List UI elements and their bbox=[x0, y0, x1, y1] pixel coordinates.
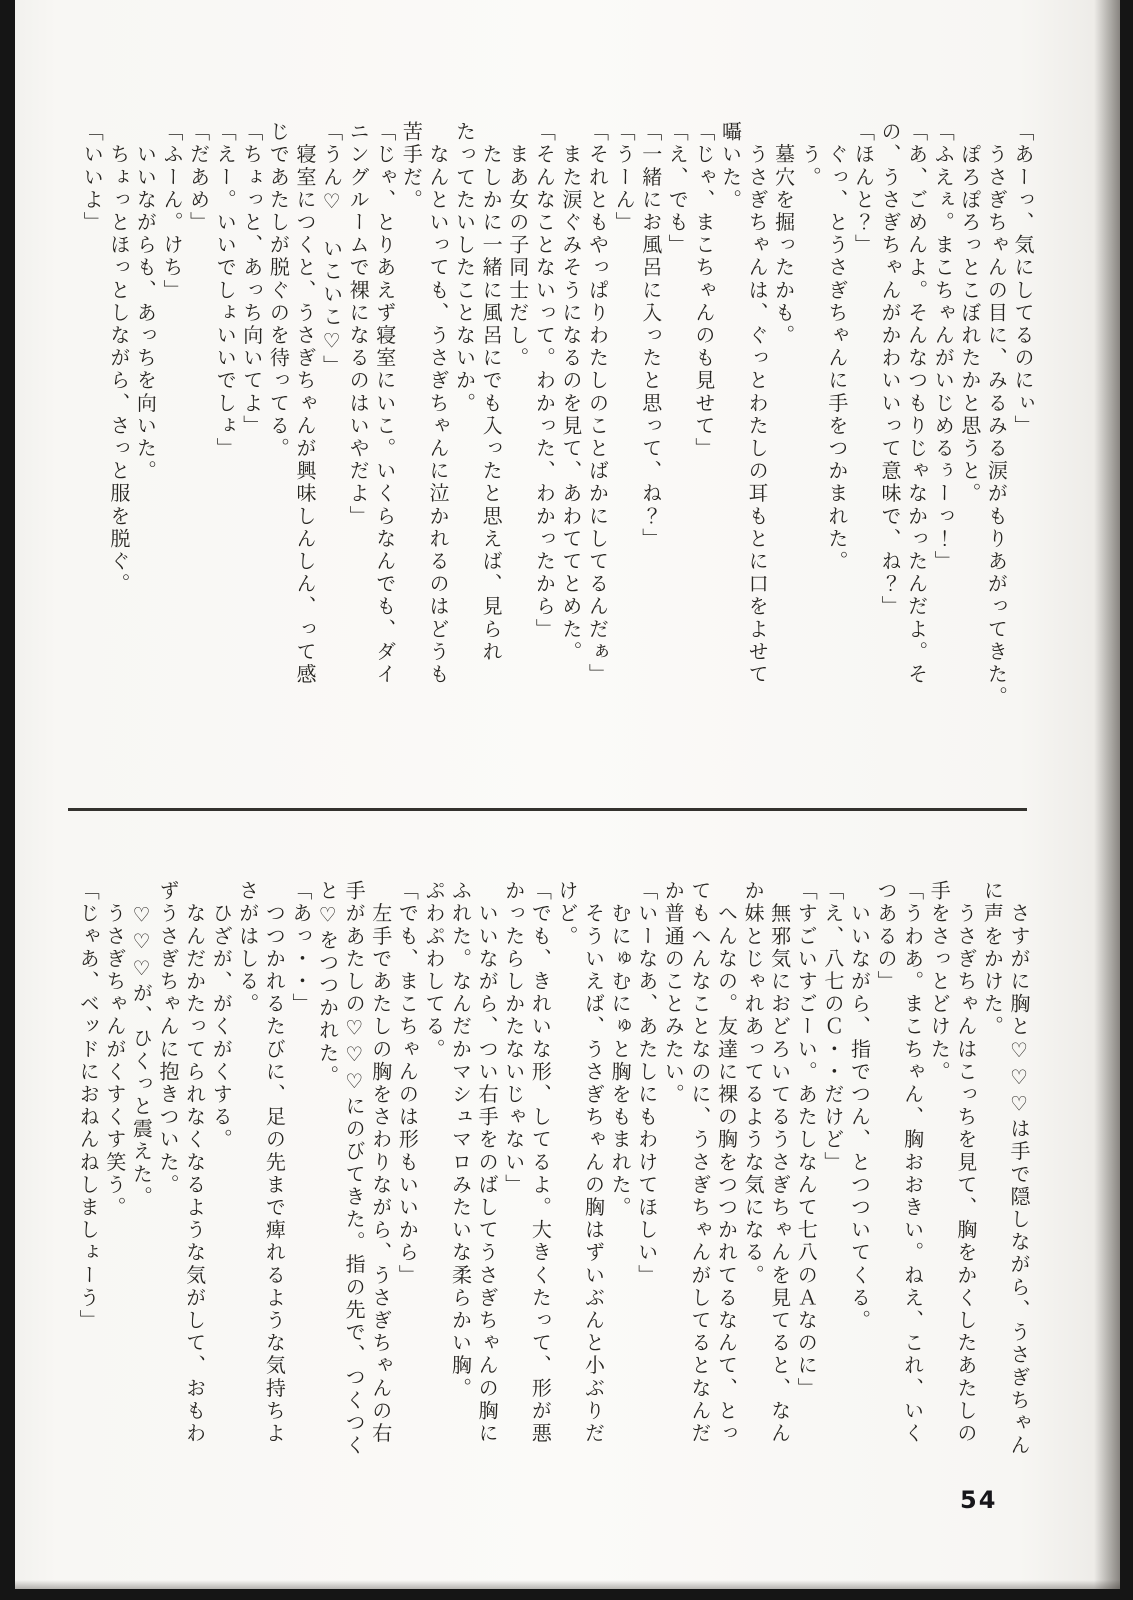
text-column: 「でも、まこちゃんのは形もいいから」 bbox=[395, 880, 420, 1287]
text-column: なんだかたってられなくなるような気がして、おもわ bbox=[182, 880, 207, 1445]
text-column: 「あーっ、気にしてるのにぃ」 bbox=[1011, 121, 1035, 438]
text-column: 苦手だ。 bbox=[399, 121, 424, 212]
text-column: ぷわぷわしてる。 bbox=[421, 880, 446, 1061]
text-column: たってたいしたことないか。 bbox=[452, 121, 477, 415]
text-column: 「あっ・・」 bbox=[288, 880, 313, 1016]
scan-edge-right bbox=[1120, 0, 1133, 1600]
text-column: 「一緒にお風呂に入ったと思って、ね？」 bbox=[638, 121, 663, 551]
text-column: 「うん♡ いこいこ♡」 bbox=[319, 121, 344, 378]
text-block-upper bbox=[79, 121, 1036, 743]
text-column: う。 bbox=[798, 121, 823, 189]
text-column: うさぎちゃんがくすくす笑う。 bbox=[102, 880, 127, 1219]
text-column: ぐっ、とうさぎちゃんに手をつかまれた。 bbox=[824, 121, 849, 573]
text-column: 「じゃ、まこちゃんのも見せて」 bbox=[691, 121, 716, 460]
text-column: さすがに胸と♡♡♡は手で隠しながら、うさぎちゃん bbox=[1007, 880, 1031, 1457]
text-column: 「じゃあ、ベッドにおねんねしましょーう」 bbox=[76, 880, 101, 1332]
section-divider-line bbox=[68, 808, 1027, 811]
text-column: うさぎちゃんは、ぐっとわたしの耳もとに口をよせて bbox=[745, 121, 770, 686]
text-column: ♡♡♡が、ひくっと震えた。 bbox=[129, 880, 154, 1209]
text-column: てもへんなことなのに、うさぎちゃんがしてるとなんだ bbox=[687, 880, 712, 1445]
text-column: 「だあめ」 bbox=[186, 121, 211, 234]
text-column: 「ちょっと、あっち向いてよ」 bbox=[239, 121, 264, 438]
text-column: の、うさぎちゃんがかわいいって意味で、ね？」 bbox=[878, 121, 903, 619]
text-column: 無邪気におどろいてるうさぎちゃんを見てると、なん bbox=[767, 880, 792, 1445]
text-column: ひざが、がくがくする。 bbox=[209, 880, 234, 1152]
text-column: うさぎちゃんの目に、みるみる涙がもりあがってきた。 bbox=[984, 121, 1009, 709]
text-column: まあ女の子同士だし。 bbox=[505, 121, 530, 370]
text-column: 手があたしの♡♡♡にのびてきた。指の先で、つくつく bbox=[342, 880, 367, 1457]
text-column: 手をさっとどけた。 bbox=[927, 880, 952, 1084]
text-column: 「えー。いいでしょいいでしょ」 bbox=[213, 121, 238, 460]
text-column: 「いーなあ、あたしにもわけてほしい」 bbox=[634, 880, 659, 1287]
text-column: か普通のことみたい。 bbox=[661, 880, 686, 1106]
text-column: うさぎちゃんはこっちを見て、胸をかくしたあたしの bbox=[953, 880, 978, 1445]
text-column: 「じゃ、とりあえず寝室にいこ。いくらなんでも、ダイ bbox=[372, 121, 397, 686]
text-column: 「うーん」 bbox=[612, 121, 637, 234]
text-column: 墓穴を掘ったかも。 bbox=[771, 121, 796, 347]
text-column: へんなの。友達に裸の胸をつつかれてるなんて、とっ bbox=[714, 880, 739, 1445]
text-column: 寝室につくと、うさぎちゃんが興味しんしん、って感 bbox=[292, 121, 317, 686]
scan-edge-bottom bbox=[0, 1589, 1133, 1600]
text-column: 「いいよ」 bbox=[80, 121, 105, 234]
text-column: 「あ、ごめんよ。そんなつもりじゃなかったんだよ。そ bbox=[904, 121, 929, 686]
text-column: 左手であたしの胸をさわりながら、うさぎちゃんの右 bbox=[368, 880, 393, 1445]
text-column: また涙ぐみそうになるのを見て、あわててとめた。 bbox=[558, 121, 583, 664]
text-column: さがはしる。 bbox=[235, 880, 260, 1016]
text-column: 「ほんと？」 bbox=[851, 121, 876, 257]
text-column: じであたしが脱ぐのを待ってる。 bbox=[266, 121, 291, 460]
text-column: 「そんなことないって。わかった、わかったから」 bbox=[532, 121, 557, 641]
text-column: つあるの」 bbox=[874, 880, 899, 993]
text-column: 「でも、きれいな形、してるよ。大きくたって、形が悪 bbox=[528, 880, 553, 1445]
text-column: に声をかけた。 bbox=[980, 880, 1005, 1039]
text-column: か妹とじゃれあってるような気になる。 bbox=[741, 880, 766, 1287]
text-column: ずうさぎちゃんに抱きついた。 bbox=[156, 880, 180, 1197]
text-column: ニングルームで裸になるのはいやだよ」 bbox=[346, 121, 371, 528]
text-column: ちょっとほっとしながら、さっと服を脱ぐ。 bbox=[106, 121, 131, 596]
text-column: 「すごいすごーい。あたしなんて七八のＡなのに」 bbox=[794, 880, 819, 1400]
text-column: 「ふえぇ。まこちゃんがいじめるぅーっ！」 bbox=[931, 121, 956, 573]
page-curl-shadow-bottom bbox=[15, 1580, 1133, 1589]
text-column: むにゅむにゅと胸をもまれた。 bbox=[608, 880, 633, 1219]
text-column: ふれた。なんだかマシュマロみたいな柔らかい胸。 bbox=[448, 880, 473, 1400]
text-column: なんといっても、うさぎちゃんに泣かれるのはどうも bbox=[425, 121, 450, 686]
text-column: ぽろぽろっとこぼれたかと思うと。 bbox=[957, 121, 982, 506]
text-column: たしかに一緒に風呂にでも入ったと思えば、見られ bbox=[479, 121, 504, 664]
text-column: いいながら、つい右手をのばしてうさぎちゃんの胸に bbox=[475, 880, 500, 1445]
text-column: 「ふーん。けち」 bbox=[160, 121, 184, 302]
text-column: 「それともやっぱりわたしのことばかにしてるんだぁ」 bbox=[585, 121, 610, 686]
text-column: 囁いた。 bbox=[718, 121, 743, 212]
text-column: つつかれるたびに、足の先まで痺れるような気持ちよ bbox=[262, 880, 287, 1445]
text-column: いいながら、指でつん、とつついてくる。 bbox=[847, 880, 872, 1332]
text-column: かったらしかたないじゃない」 bbox=[501, 880, 526, 1197]
text-column: と♡をつつかれた。 bbox=[315, 880, 340, 1088]
page-number: 54 bbox=[960, 1486, 998, 1514]
text-column: けど。 bbox=[554, 880, 579, 948]
text-column: そういえば、うさぎちゃんの胸はずいぶんと小ぶりだ bbox=[581, 880, 606, 1445]
text-column: 「え、八七のＣ・・だけど」 bbox=[820, 880, 845, 1174]
text-block-lower bbox=[75, 880, 1032, 1502]
text-column: 「うわあ。まこちゃん、胸おおきい。ねえ、これ、いく bbox=[900, 880, 925, 1445]
page-curl-shadow-right bbox=[1094, 0, 1120, 1600]
text-column: 「え、でも」 bbox=[665, 121, 690, 257]
text-column: いいながらも、あっちを向いた。 bbox=[133, 121, 158, 483]
scan-edge-left bbox=[0, 0, 15, 1600]
